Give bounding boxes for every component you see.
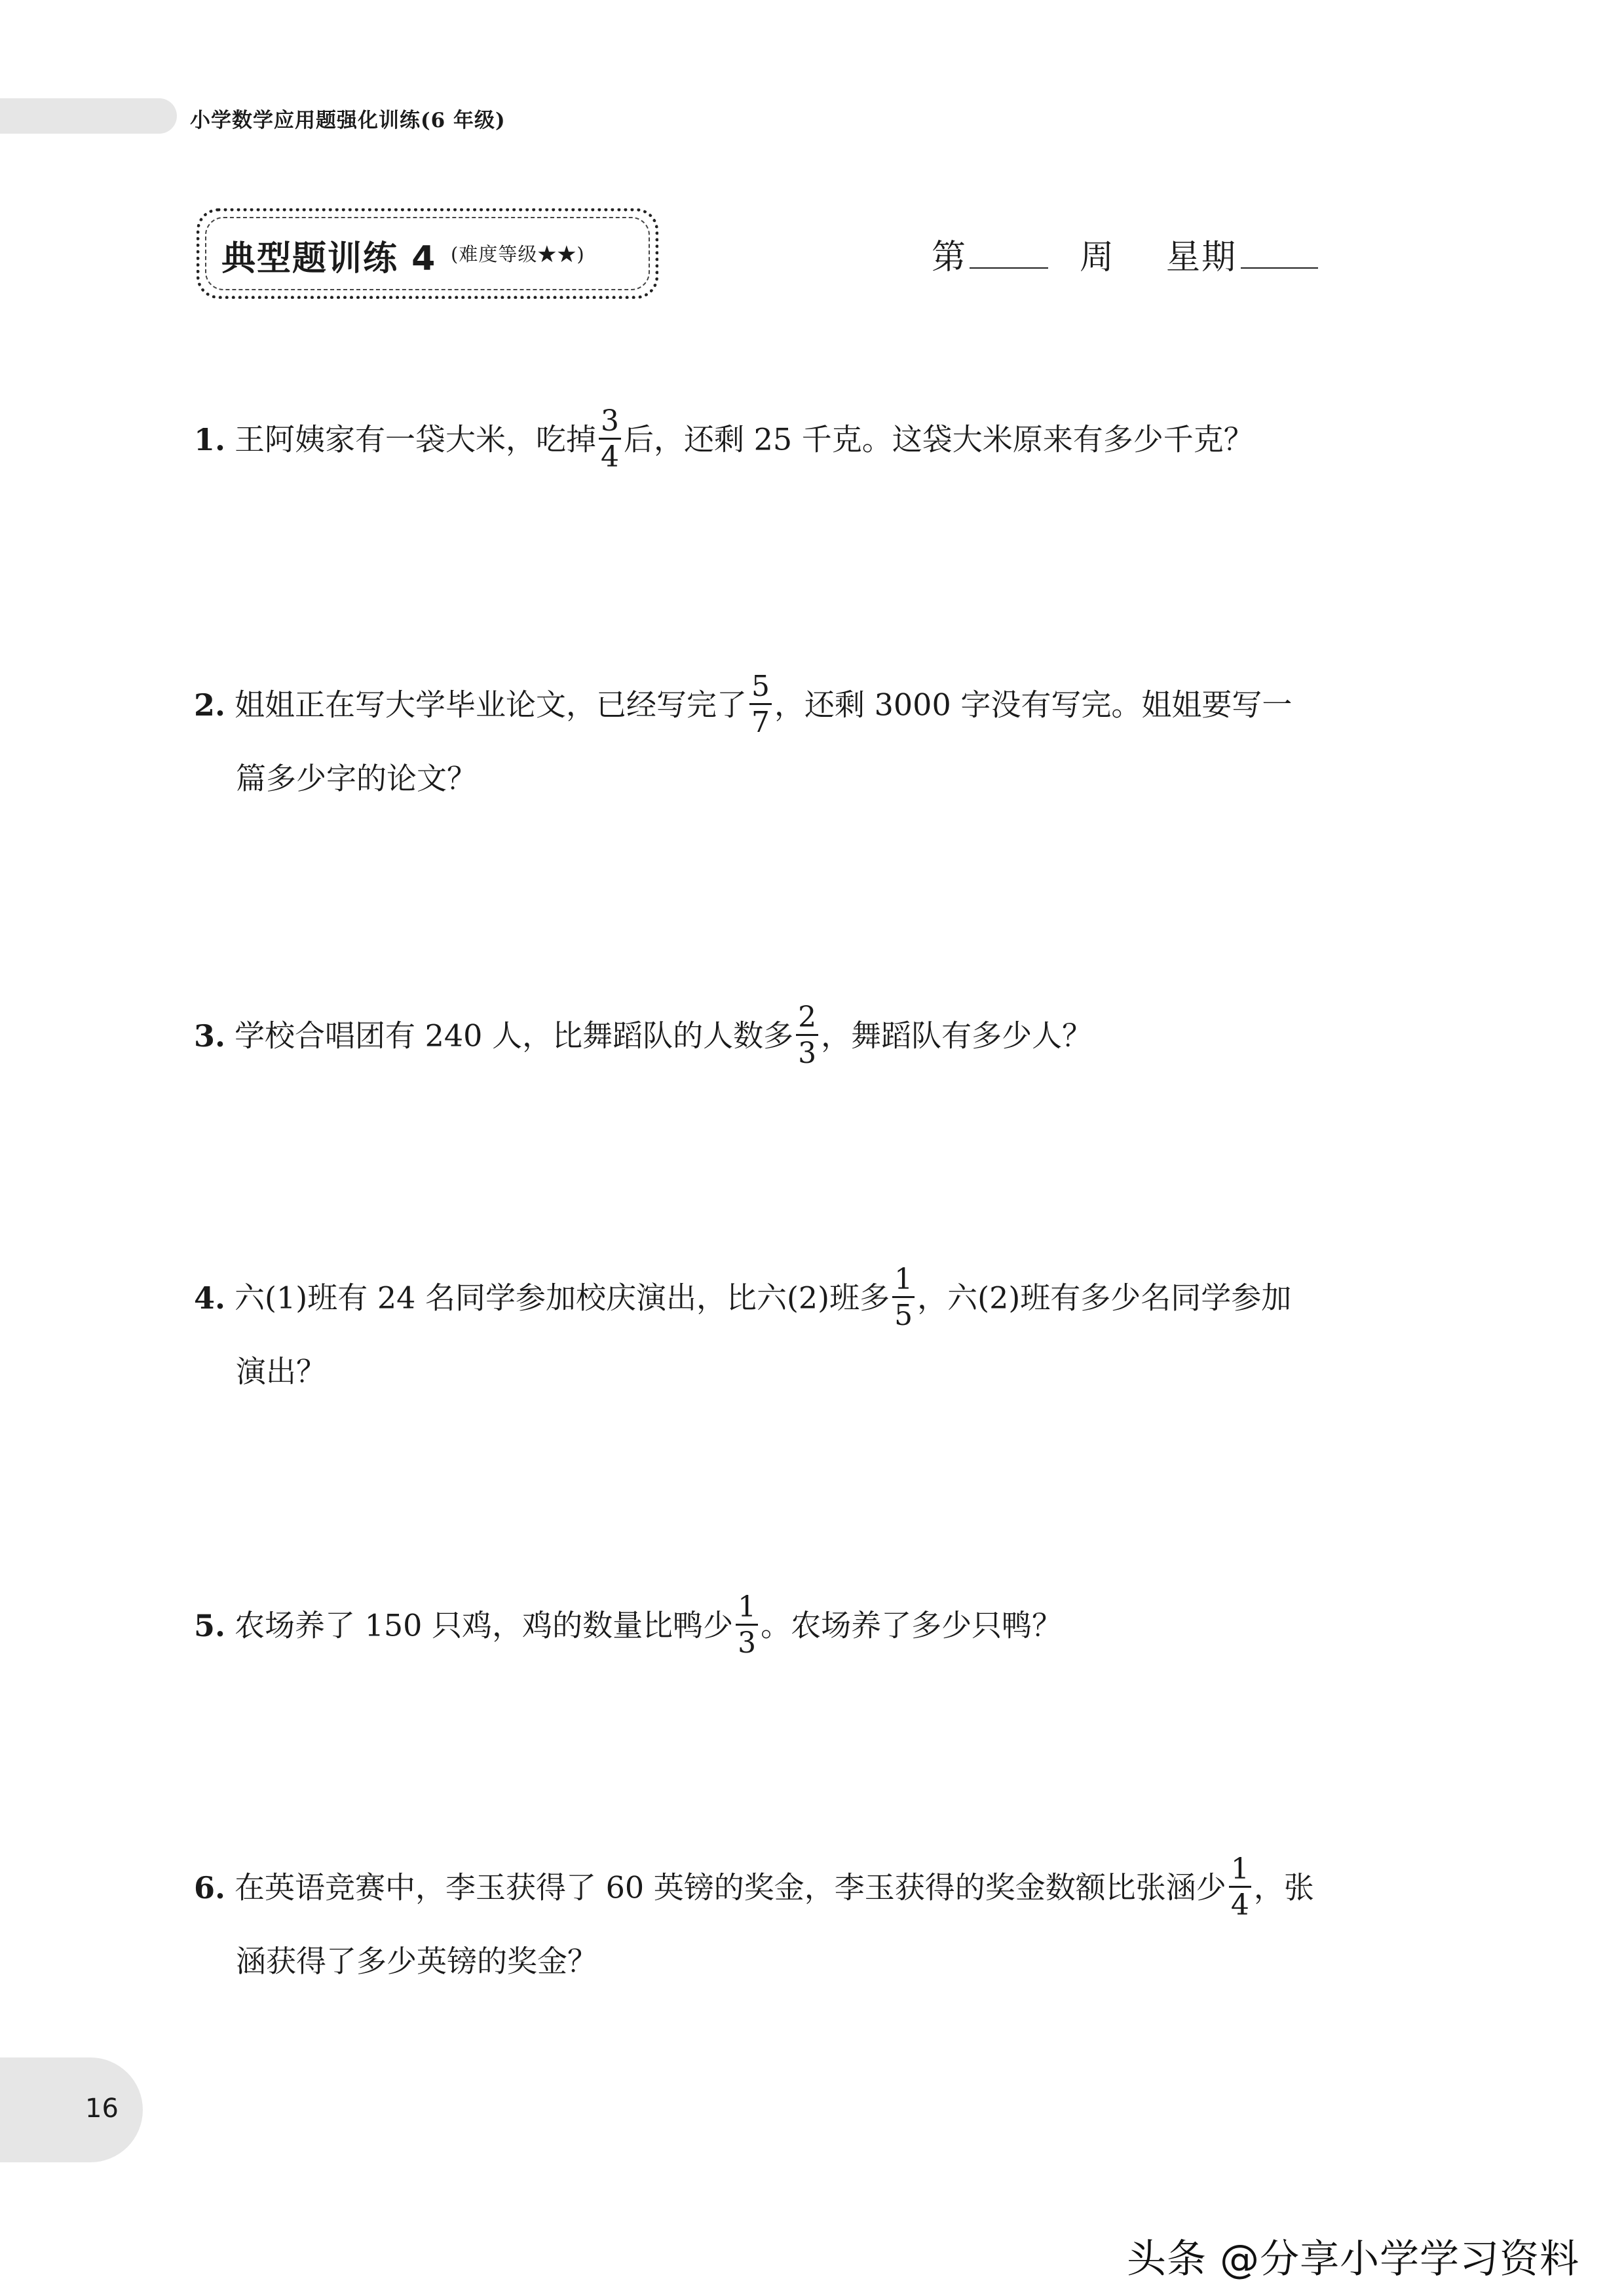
fraction — [796, 1003, 818, 1068]
problem-continuation: 篇多少字的论文？ — [236, 761, 477, 796]
problem-text-before: 姐姐正在写大学毕业论文，已经写完了 — [235, 687, 747, 723]
problem-text-before: 在英语竞赛中，李玉获得了 60 英镑的奖金，李玉获得的奖金数额比张涵少 — [235, 1869, 1226, 1905]
fraction — [749, 672, 772, 737]
problem-text-after: ，张 — [1253, 1869, 1314, 1905]
weekday-label: 星期 — [1166, 238, 1237, 277]
week-field — [932, 229, 1115, 278]
problem-4 — [194, 1263, 1458, 1390]
weekday-blank[interactable] — [1241, 239, 1318, 269]
problem-continuation: 涵获得了多少英镑的奖金？ — [236, 1943, 597, 1979]
problem-2 — [194, 670, 1458, 797]
problem-text-before: 农场养了 150 只鸡，鸡的数量比鸭少 — [235, 1607, 734, 1643]
problem-line — [194, 670, 1458, 739]
book-title: 小学数学应用题强化训练(6 年级) — [190, 109, 506, 132]
fraction-denominator: 4 — [601, 440, 620, 474]
problem-number: 2. — [194, 687, 226, 723]
problem-number: 3. — [194, 1018, 226, 1054]
problem-number: 5. — [194, 1607, 226, 1643]
fraction-numerator: 2 — [796, 1003, 818, 1036]
fraction — [599, 404, 621, 474]
fraction-numerator: 1 — [892, 1265, 915, 1298]
watermark: 头条 @分享小学学习资料 — [1127, 2236, 1580, 2282]
fraction-denominator: 4 — [1230, 1888, 1249, 1922]
problem-number: 4. — [194, 1280, 226, 1316]
fraction — [1229, 1852, 1251, 1922]
fraction-denominator: 3 — [798, 1037, 817, 1070]
week-label-suffix: 周 — [1080, 238, 1116, 277]
section-title: 典型题训练 4 — [221, 239, 437, 278]
problem-3 — [194, 1001, 1458, 1070]
fraction — [736, 1590, 758, 1660]
fraction-numerator: 3 — [599, 407, 621, 440]
week-blank[interactable] — [970, 239, 1048, 269]
problem-line — [194, 1590, 1458, 1660]
problem-text-after: 后，还剩 25 千克。这袋大米原来有多少千克？ — [624, 421, 1254, 457]
problem-5 — [194, 1590, 1458, 1660]
fraction-denominator: 7 — [751, 706, 770, 739]
problem-line — [194, 1001, 1458, 1070]
problem-text-after: 。农场养了多少只鸭？ — [761, 1607, 1063, 1643]
problem-line — [194, 1263, 1458, 1332]
fraction — [892, 1265, 915, 1330]
difficulty-rating: (难度等级★★) — [451, 243, 585, 265]
page-number-tab — [0, 2057, 143, 2162]
problem-text-after: ，六(2)班有多少名同学参加 — [917, 1280, 1292, 1316]
problem-text-before: 王阿姨家有一袋大米，吃掉 — [235, 421, 597, 457]
fraction-numerator: 1 — [736, 1593, 758, 1626]
weekday-field — [1166, 229, 1318, 278]
problem-1 — [194, 404, 1458, 474]
page-number: 16 — [85, 2094, 119, 2124]
problem-6 — [194, 1852, 1458, 1980]
week-label-prefix: 第 — [932, 238, 968, 277]
problem-text-before: 学校合唱团有 240 人，比舞蹈队的人数多 — [235, 1018, 794, 1054]
problem-line — [194, 1852, 1458, 1922]
problem-number: 1. — [194, 421, 226, 457]
problem-text-after: ，舞蹈队有多少人？ — [821, 1018, 1093, 1054]
fraction-denominator: 5 — [894, 1299, 913, 1332]
fraction-denominator: 3 — [738, 1626, 757, 1660]
fraction-numerator: 1 — [1229, 1855, 1251, 1888]
problem-text-after: ，还剩 3000 字没有写完。姐姐要写一 — [774, 687, 1293, 723]
problem-text-before: 六(1)班有 24 名同学参加校庆演出，比六(2)班多 — [235, 1280, 890, 1316]
problem-continuation: 演出？ — [236, 1354, 326, 1389]
fraction-numerator: 5 — [749, 672, 772, 705]
header-decoration — [0, 98, 177, 134]
problem-number: 6. — [194, 1869, 226, 1905]
problem-line — [194, 404, 1458, 474]
